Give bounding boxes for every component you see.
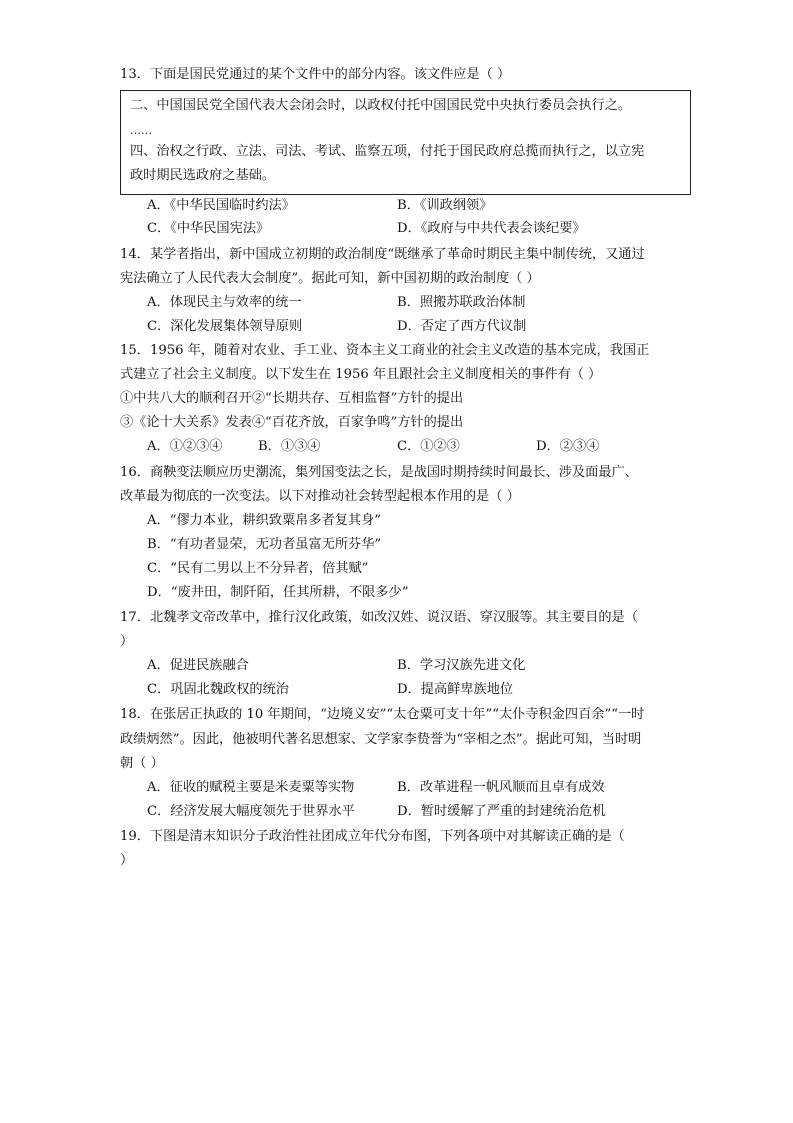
q16-option-c[interactable]: C．“民有二男以上不分异者，倍其赋” [147, 561, 369, 576]
q19-stem-line-2: ） [120, 853, 134, 868]
q17-option-c[interactable]: C．巩固北魏政权的统治 [147, 682, 289, 697]
q17-option-a[interactable]: A．促进民族融合 [147, 658, 249, 673]
q15-stem-line-1: 15．1956 年，随着对农业、手工业、资本主义工商业的社会主义改造的基本完成，我国正 [120, 343, 650, 358]
q18-option-b[interactable]: B．改革进程一帆风顺而且卓有成效 [397, 780, 605, 795]
q13-document-excerpt-box [120, 90, 691, 195]
q17-option-b[interactable]: B．学习汉族先进文化 [397, 658, 526, 673]
q17-stem-line-2: ） [120, 634, 134, 649]
q14-option-d[interactable]: D．否定了西方代议制 [397, 319, 527, 334]
q18-option-d[interactable]: D．暂时缓解了严重的封建统治危机 [397, 804, 606, 819]
q16-option-b[interactable]: B．“有功者显荣，无功者虽富无所芬华” [147, 537, 382, 552]
q16-stem-line-1: 16．商鞅变法顺应历史潮流，集列国变法之长，是战国时期持续时间最长、涉及面最广、 [120, 465, 638, 480]
q14-option-a[interactable]: A．体现民主与效率的统一 [147, 295, 302, 310]
q17-option-d[interactable]: D．提高鲜卑族地位 [397, 682, 514, 697]
q14-stem-line-2: 宪法确立了人民代表大会制度”。据此可知，新中国初期的政治制度（ ） [120, 271, 540, 286]
q18-option-a[interactable]: A．征收的赋税主要是米麦粟等实物 [147, 780, 355, 795]
q14-option-b[interactable]: B．照搬苏联政治体制 [397, 295, 526, 310]
q15-option-d[interactable]: D．②③④ [536, 439, 600, 454]
q15-option-c[interactable]: C．①②③ [397, 439, 460, 454]
q15-option-b[interactable]: B．①③④ [258, 439, 321, 454]
q15-stem-line-2: 式建立了社会主义制度。以下发生在 1956 年且跟社会主义制度相关的事件有（ ） [120, 367, 602, 382]
q16-option-d[interactable]: D．“废井田，制阡陌，任其所耕，不限多少” [147, 585, 409, 600]
q17-stem-line-1: 17．北魏孝文帝改革中，推行汉化政策，如改汉姓、说汉语、穿汉服等。其主要目的是（ [120, 610, 638, 625]
q16-stem-line-2: 改革最为彻底的一次变法。以下对推动社会转型起根本作用的是（ ） [120, 489, 520, 504]
q13-excerpt-line-3: 政时期民选政府之基础。 [130, 168, 276, 183]
q13-excerpt-line-2: 四、治权之行政、立法、司法、考试、监察五项，付托于国民政府总揽而执行之，以立宪 [130, 144, 645, 159]
q13-option-b[interactable]: B．《训政纲领》 [397, 198, 493, 213]
q18-stem-line-1: 18．在张居正执政的 10 年期间，“边境义安”“太仓粟可支十年”“太仆寺积金四百余”“一时 [120, 707, 645, 722]
q15-item-line-2: ③《论十大关系》发表④“百花齐放，百家争鸣”方针的提出 [120, 415, 464, 430]
q13-option-a[interactable]: A．《中华民国临时约法》 [147, 198, 295, 213]
q13-option-c[interactable]: C．《中华民国宪法》 [147, 221, 270, 236]
q18-stem-line-3: 朝（ ） [120, 756, 164, 771]
q18-option-c[interactable]: C．经济发展大幅度领先于世界水平 [147, 804, 355, 819]
q18-stem-line-2: 政绩炳然”。因此，他被明代著名思想家、文学家李贽誉为“宰相之杰”。据此可知，当时明 [120, 732, 642, 747]
q13-stem: 13．下面是国民党通过的某个文件中的部分内容。该文件应是（ ） [120, 67, 511, 82]
q13-excerpt-ellipsis: …… [130, 124, 152, 137]
q15-option-a[interactable]: A．①②③④ [147, 439, 223, 454]
q13-excerpt-line-1: 二、中国国民党全国代表大会闭会时，以政权付托中国国民党中央执行委员会执行之。 [130, 98, 632, 113]
q15-item-line-1: ①中共八大的顺利召开②“长期共存、互相监督”方针的提出 [120, 391, 464, 406]
q14-option-c[interactable]: C．深化发展集体领导原则 [147, 319, 303, 334]
q13-option-d[interactable]: D．《政府与中共代表会谈纪要》 [397, 221, 586, 236]
q16-option-a[interactable]: A．“僇力本业，耕织致粟帛多者复其身” [147, 513, 382, 528]
q19-stem-line-1: 19．下图是清末知识分子政治性社团成立年代分布图，下列各项中对其解读正确的是（ [120, 829, 625, 844]
q14-stem-line-1: 14．某学者指出，新中国成立初期的政治制度“既继承了革命时期民主集中制传统，又通过 [120, 247, 645, 262]
